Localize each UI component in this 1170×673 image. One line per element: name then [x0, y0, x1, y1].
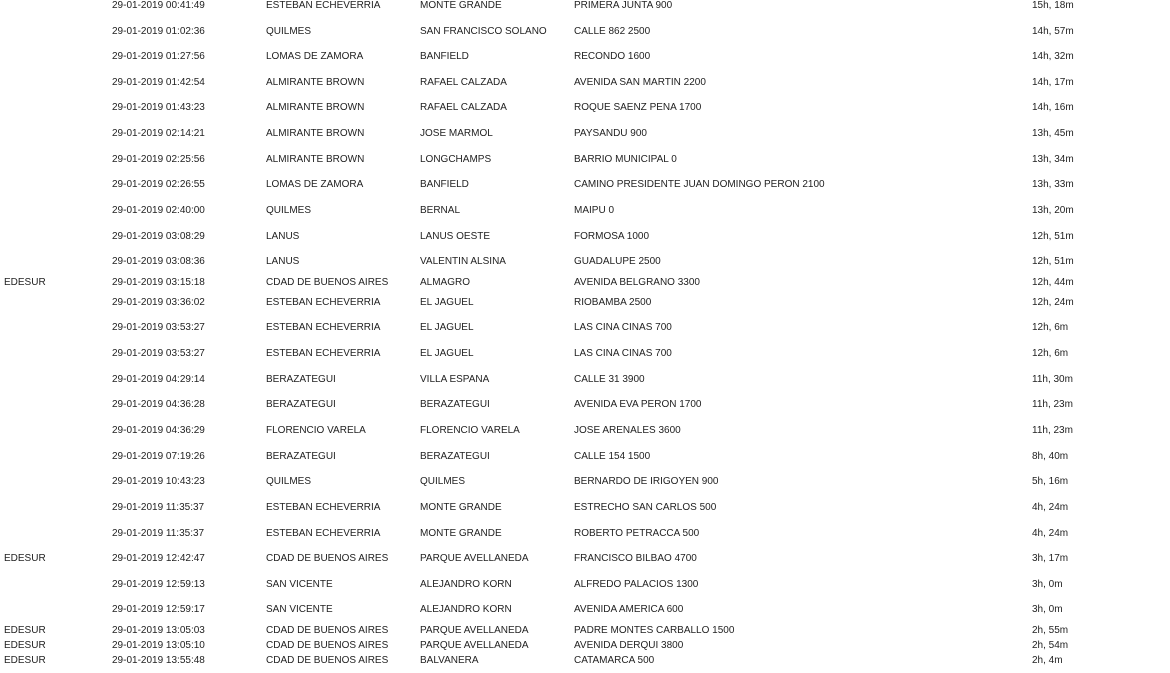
duration-cell: 3h, 17m — [1032, 553, 1069, 564]
duration-cell: 4h, 24m — [1032, 528, 1069, 539]
localidad-cell: FLORENCIO VARELA — [420, 425, 520, 436]
datetime-cell: 29-01-2019 11:35:37 — [112, 502, 205, 513]
partido-cell: BERAZATEGUI — [266, 399, 336, 410]
partido-cell: CDAD DE BUENOS AIRES — [266, 553, 389, 564]
calle-cell: PAYSANDU 900 — [574, 128, 647, 139]
table-row — [0, 579, 1170, 593]
duration-cell: 13h, 34m — [1032, 154, 1074, 165]
duration-cell: 12h, 6m — [1032, 348, 1069, 359]
calle-cell: RIOBAMBA 2500 — [574, 297, 652, 308]
duration-cell: 4h, 24m — [1032, 502, 1069, 513]
partido-cell: SAN VICENTE — [266, 579, 333, 590]
company-cell: EDESUR — [4, 640, 46, 651]
datetime-cell: 29-01-2019 13:05:10 — [112, 640, 205, 651]
duration-cell: 14h, 57m — [1032, 26, 1074, 37]
table-row — [0, 277, 1170, 291]
partido-cell: ALMIRANTE BROWN — [266, 102, 365, 113]
datetime-cell: 29-01-2019 13:55:48 — [112, 655, 205, 666]
table-row — [0, 476, 1170, 490]
table-row — [0, 348, 1170, 362]
calle-cell: AVENIDA BELGRANO 3300 — [574, 277, 700, 288]
localidad-cell: VALENTIN ALSINA — [420, 256, 506, 267]
datetime-cell: 29-01-2019 13:05:03 — [112, 625, 205, 636]
duration-cell: 2h, 4m — [1032, 655, 1063, 666]
duration-cell: 12h, 44m — [1032, 277, 1074, 288]
partido-cell: ALMIRANTE BROWN — [266, 154, 365, 165]
table-row — [0, 154, 1170, 168]
partido-cell: CDAD DE BUENOS AIRES — [266, 655, 389, 666]
calle-cell: BERNARDO DE IRIGOYEN 900 — [574, 476, 719, 487]
datetime-cell: 29-01-2019 03:53:27 — [112, 348, 205, 359]
partido-cell: QUILMES — [266, 205, 312, 216]
duration-cell: 14h, 16m — [1032, 102, 1074, 113]
datetime-cell: 29-01-2019 03:08:29 — [112, 231, 205, 242]
datetime-cell: 29-01-2019 11:35:37 — [112, 528, 205, 539]
partido-cell: FLORENCIO VARELA — [266, 425, 366, 436]
duration-cell: 11h, 23m — [1032, 399, 1073, 410]
localidad-cell: BANFIELD — [420, 51, 469, 62]
localidad-cell: JOSE MARMOL — [420, 128, 493, 139]
calle-cell: CALLE 154 1500 — [574, 451, 651, 462]
localidad-cell: MONTE GRANDE — [420, 502, 502, 513]
localidad-cell: RAFAEL CALZADA — [420, 77, 507, 88]
localidad-cell: VILLA ESPANA — [420, 374, 490, 385]
partido-cell: LOMAS DE ZAMORA — [266, 51, 364, 62]
localidad-cell: PARQUE AVELLANEDA — [420, 625, 529, 636]
calle-cell: PRIMERA JUNTA 900 — [574, 0, 673, 11]
partido-cell: BERAZATEGUI — [266, 374, 336, 385]
calle-cell: ROBERTO PETRACCA 500 — [574, 528, 700, 539]
localidad-cell: PARQUE AVELLANEDA — [420, 640, 529, 651]
duration-cell: 13h, 33m — [1032, 179, 1074, 190]
table-row — [0, 553, 1170, 567]
duration-cell: 12h, 51m — [1032, 231, 1074, 242]
datetime-cell: 29-01-2019 01:27:56 — [112, 51, 205, 62]
datetime-cell: 29-01-2019 01:02:36 — [112, 26, 205, 37]
localidad-cell: ALMAGRO — [420, 277, 471, 288]
table-row — [0, 604, 1170, 618]
datetime-cell: 29-01-2019 00:41:49 — [112, 0, 205, 11]
table-row — [0, 77, 1170, 91]
partido-cell: LANUS — [266, 256, 300, 267]
partido-cell: LOMAS DE ZAMORA — [266, 179, 364, 190]
localidad-cell: RAFAEL CALZADA — [420, 102, 507, 113]
duration-cell: 12h, 6m — [1032, 322, 1069, 333]
duration-cell: 8h, 40m — [1032, 451, 1069, 462]
duration-cell: 15h, 18m — [1032, 0, 1074, 11]
datetime-cell: 29-01-2019 10:43:23 — [112, 476, 205, 487]
datetime-cell: 29-01-2019 12:59:13 — [112, 579, 205, 590]
localidad-cell: ALEJANDRO KORN — [420, 579, 512, 590]
localidad-cell: LONGCHAMPS — [420, 154, 492, 165]
datetime-cell: 29-01-2019 03:53:27 — [112, 322, 205, 333]
calle-cell: FRANCISCO BILBAO 4700 — [574, 553, 697, 564]
table-row — [0, 51, 1170, 65]
partido-cell: ESTEBAN ECHEVERRIA — [266, 528, 381, 539]
duration-cell: 2h, 54m — [1032, 640, 1069, 651]
duration-cell: 14h, 17m — [1032, 77, 1074, 88]
table-row — [0, 451, 1170, 465]
calle-cell: ALFREDO PALACIOS 1300 — [574, 579, 699, 590]
table-row — [0, 625, 1170, 639]
localidad-cell: SAN FRANCISCO SOLANO — [420, 26, 547, 37]
table-row — [0, 425, 1170, 439]
localidad-cell: BALVANERA — [420, 655, 479, 666]
calle-cell: AVENIDA AMERICA 600 — [574, 604, 684, 615]
table-row — [0, 256, 1170, 270]
table-row — [0, 179, 1170, 193]
datetime-cell: 29-01-2019 04:29:14 — [112, 374, 205, 385]
localidad-cell: BERNAL — [420, 205, 461, 216]
localidad-cell: BERAZATEGUI — [420, 399, 490, 410]
calle-cell: LAS CINA CINAS 700 — [574, 322, 672, 333]
partido-cell: ALMIRANTE BROWN — [266, 128, 365, 139]
partido-cell: CDAD DE BUENOS AIRES — [266, 625, 389, 636]
table-row — [0, 399, 1170, 413]
localidad-cell: PARQUE AVELLANEDA — [420, 553, 529, 564]
table-row — [0, 640, 1170, 654]
duration-cell: 5h, 16m — [1032, 476, 1069, 487]
localidad-cell: EL JAGUEL — [420, 348, 474, 359]
calle-cell: LAS CINA CINAS 700 — [574, 348, 672, 359]
datetime-cell: 29-01-2019 01:43:23 — [112, 102, 205, 113]
calle-cell: CALLE 862 2500 — [574, 26, 651, 37]
calle-cell: BARRIO MUNICIPAL 0 — [574, 154, 677, 165]
localidad-cell: BERAZATEGUI — [420, 451, 490, 462]
duration-cell: 13h, 45m — [1032, 128, 1074, 139]
table-row — [0, 128, 1170, 142]
company-cell: EDESUR — [4, 277, 46, 288]
datetime-cell: 29-01-2019 03:08:36 — [112, 256, 205, 267]
table-row — [0, 297, 1170, 311]
partido-cell: ESTEBAN ECHEVERRIA — [266, 322, 381, 333]
table-row — [0, 205, 1170, 219]
table-row — [0, 0, 1170, 14]
localidad-cell: MONTE GRANDE — [420, 0, 502, 11]
table-row — [0, 528, 1170, 542]
duration-cell: 3h, 0m — [1032, 579, 1063, 590]
duration-cell: 12h, 24m — [1032, 297, 1074, 308]
partido-cell: ALMIRANTE BROWN — [266, 77, 365, 88]
duration-cell: 2h, 55m — [1032, 625, 1069, 636]
company-cell: EDESUR — [4, 625, 46, 636]
partido-cell: QUILMES — [266, 26, 312, 37]
localidad-cell: BANFIELD — [420, 179, 469, 190]
calle-cell: PADRE MONTES CARBALLO 1500 — [574, 625, 735, 636]
duration-cell: 11h, 23m — [1032, 425, 1073, 436]
datetime-cell: 29-01-2019 01:42:54 — [112, 77, 205, 88]
duration-cell: 3h, 0m — [1032, 604, 1063, 615]
partido-cell: CDAD DE BUENOS AIRES — [266, 640, 389, 651]
company-cell: EDESUR — [4, 553, 46, 564]
partido-cell: QUILMES — [266, 476, 312, 487]
duration-cell: 11h, 30m — [1032, 374, 1073, 385]
table-row — [0, 102, 1170, 116]
table-row — [0, 374, 1170, 388]
calle-cell: FORMOSA 1000 — [574, 231, 650, 242]
datetime-cell: 29-01-2019 02:26:55 — [112, 179, 205, 190]
calle-cell: RECONDO 1600 — [574, 51, 651, 62]
partido-cell: LANUS — [266, 231, 300, 242]
calle-cell: AVENIDA DERQUI 3800 — [574, 640, 684, 651]
partido-cell: ESTEBAN ECHEVERRIA — [266, 297, 381, 308]
duration-cell: 12h, 51m — [1032, 256, 1074, 267]
table-row — [0, 231, 1170, 245]
datetime-cell: 29-01-2019 03:15:18 — [112, 277, 205, 288]
calle-cell: JOSE ARENALES 3600 — [574, 425, 681, 436]
datetime-cell: 29-01-2019 12:42:47 — [112, 553, 205, 564]
localidad-cell: EL JAGUEL — [420, 322, 474, 333]
datetime-cell: 29-01-2019 02:25:56 — [112, 154, 205, 165]
company-cell: EDESUR — [4, 655, 46, 666]
localidad-cell: LANUS OESTE — [420, 231, 491, 242]
calle-cell: AVENIDA SAN MARTIN 2200 — [574, 77, 706, 88]
datetime-cell: 29-01-2019 12:59:17 — [112, 604, 205, 615]
table-row — [0, 502, 1170, 516]
calle-cell: CAMINO PRESIDENTE JUAN DOMINGO PERON 2100 — [574, 179, 825, 190]
localidad-cell: QUILMES — [420, 476, 466, 487]
table-row — [0, 26, 1170, 40]
localidad-cell: ALEJANDRO KORN — [420, 604, 512, 615]
partido-cell: ESTEBAN ECHEVERRIA — [266, 0, 381, 11]
duration-cell: 13h, 20m — [1032, 205, 1074, 216]
partido-cell: BERAZATEGUI — [266, 451, 336, 462]
partido-cell: ESTEBAN ECHEVERRIA — [266, 502, 381, 513]
datetime-cell: 29-01-2019 04:36:29 — [112, 425, 205, 436]
datetime-cell: 29-01-2019 02:40:00 — [112, 205, 205, 216]
calle-cell: CALLE 31 3900 — [574, 374, 645, 385]
calle-cell: MAIPU 0 — [574, 205, 615, 216]
table-row — [0, 655, 1170, 669]
partido-cell: ESTEBAN ECHEVERRIA — [266, 348, 381, 359]
table-row — [0, 322, 1170, 336]
calle-cell: ROQUE SAENZ PENA 1700 — [574, 102, 702, 113]
localidad-cell: EL JAGUEL — [420, 297, 474, 308]
partido-cell: CDAD DE BUENOS AIRES — [266, 277, 389, 288]
partido-cell: SAN VICENTE — [266, 604, 333, 615]
datetime-cell: 29-01-2019 07:19:26 — [112, 451, 205, 462]
calle-cell: ESTRECHO SAN CARLOS 500 — [574, 502, 717, 513]
datetime-cell: 29-01-2019 04:36:28 — [112, 399, 205, 410]
duration-cell: 14h, 32m — [1032, 51, 1074, 62]
datetime-cell: 29-01-2019 02:14:21 — [112, 128, 205, 139]
localidad-cell: MONTE GRANDE — [420, 528, 502, 539]
datetime-cell: 29-01-2019 03:36:02 — [112, 297, 205, 308]
calle-cell: AVENIDA EVA PERON 1700 — [574, 399, 702, 410]
calle-cell: GUADALUPE 2500 — [574, 256, 661, 267]
calle-cell: CATAMARCA 500 — [574, 655, 655, 666]
